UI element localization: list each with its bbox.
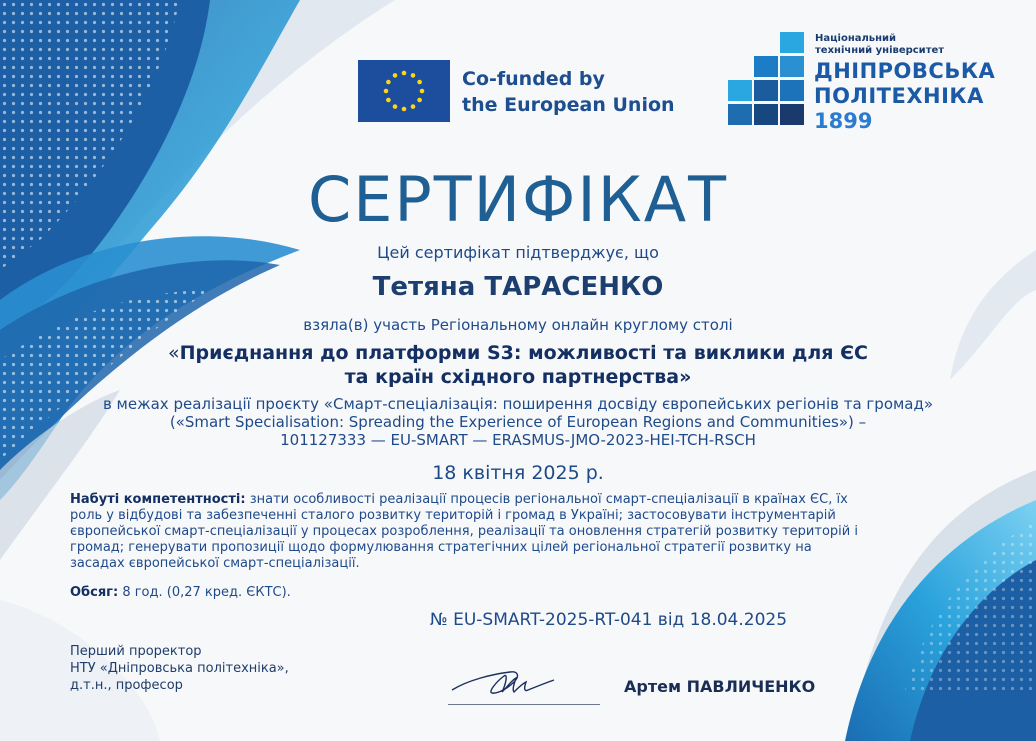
competences-label: Набуті компетентності: [70, 492, 246, 507]
volume-text: 8 год. (0,27 кред. ЄКТС). [118, 585, 291, 600]
university-name [814, 59, 995, 109]
certificate-title: СЕРТИФІКАТ [307, 163, 729, 236]
project-line2: («Smart Specialisation: Spreading the Experience of European Regions and Communities») – [169, 413, 867, 431]
university-name-line2: ПОЛІТЕХНІКА [814, 84, 984, 108]
university-small-line2: технічний університет [815, 45, 945, 56]
recipient-name: Тетяна ТАРАСЕНКО [372, 272, 664, 302]
project-line1: в межах реалізації проєкту «Смарт-спеціалізація: поширення досвіду європейських регіонів та громад» [102, 395, 934, 413]
event-open-quote: « [168, 342, 180, 364]
role-line1: Перший проректор [70, 644, 202, 659]
project-line3: 101127333 — EU-SMART — ERASMUS-JMO-2023-HEI-TCH-RSCH [280, 431, 756, 449]
competences-text: знати особливості реалізації процесів регіональної смарт-спеціалізації в країнах ЄС, їх роль у відбудові та забезпеченні сталого розвитку територій і громад в Україні; застосовувати інструментарій європейської смарт-спеціалізації у процесах розроблення, реалізації та оновлення стратегій розвитку територій і громад; генерувати пропозиції щодо формулювання стратегічних цілей регіональної стратегії розвитку на засадах європейської смарт-спеціалізації. [70, 492, 858, 571]
certificate-number: № EU-SMART-2025-RT-041 від 18.04.2025 [430, 610, 788, 630]
volume [70, 585, 291, 600]
event-line1: Приєднання до платформи S3: можливості та виклики для ЄС [179, 342, 868, 364]
project-description [0, 395, 1036, 449]
event-line2: та країн східного партнерства» [344, 366, 692, 388]
eu-text-line2: the European Union [462, 94, 675, 116]
eu-cofunded-text [462, 66, 675, 118]
signatory-name: Артем ПАВЛИЧЕНКО [624, 677, 816, 696]
competences [70, 492, 870, 572]
university-small-line1: Національний [815, 33, 897, 44]
confirm-text: Цей сертифікат підтверджує, що [377, 243, 659, 262]
volume-label: Обсяг: [70, 585, 119, 600]
event-title [0, 341, 1036, 389]
eu-text-line1: Co-funded by [462, 68, 605, 90]
signature-line [448, 704, 600, 705]
signature-icon [448, 660, 558, 700]
eu-flag-icon [358, 60, 450, 122]
university-logo-icon [728, 32, 808, 136]
university-name-line1: ДНІПРОВСЬКА [814, 59, 996, 83]
role-line2: НТУ «Дніпровська політехніка», [70, 661, 289, 676]
event-date: 18 квітня 2025 р. [432, 462, 604, 484]
role-line3: д.т.н., професор [70, 678, 183, 693]
signatory-role [70, 643, 289, 694]
university-type [815, 33, 944, 57]
participation-text: взяла(в) участь Регіональному онлайн круглому столі [303, 316, 733, 334]
university-year: 1899 [814, 109, 873, 133]
